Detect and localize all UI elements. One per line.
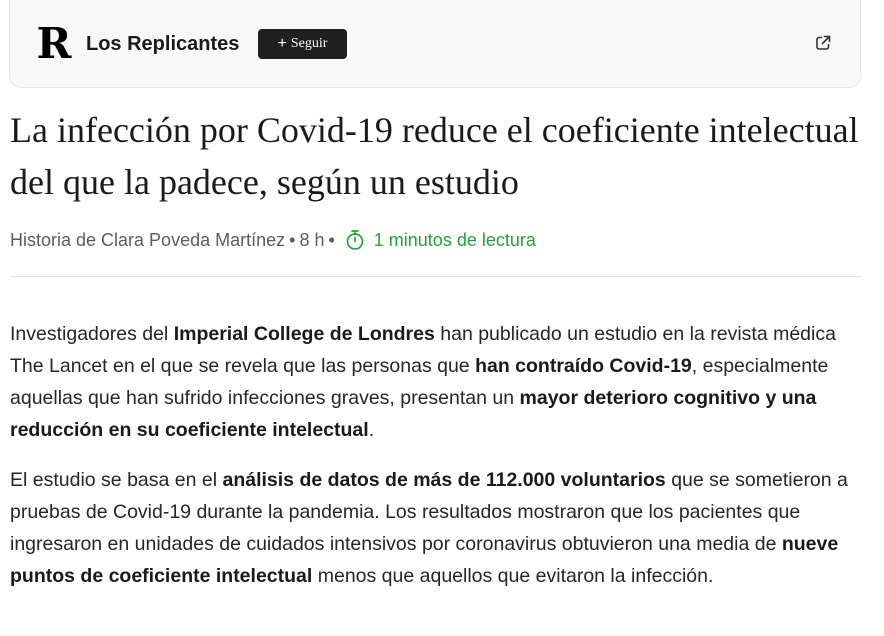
bold-text: mayor deterioro cognitivo y una reducción en su coeficiente intelectual: [10, 387, 817, 441]
divider: [10, 276, 862, 277]
timer-icon: [345, 229, 365, 251]
paragraph-text: menos que aquellos que evitaron la infección.: [312, 565, 714, 587]
bold-text: Imperial College de Londres: [173, 323, 435, 345]
read-time: [345, 229, 536, 251]
source-logo[interactable]: R: [36, 19, 72, 68]
paragraph-text: .: [368, 419, 375, 441]
article-body: [10, 318, 870, 610]
follow-button[interactable]: [258, 29, 347, 59]
bold-text: han contraído Covid-19: [475, 355, 692, 377]
paragraph-text: han publicado un estudio en la revista médica The Lancet en el que se revela que las personas que: [10, 323, 836, 377]
author: Historia de Clara Poveda Martínez: [10, 229, 286, 250]
source-card: [9, 0, 861, 88]
follow-button-label: Seguir: [290, 36, 328, 51]
article-headline: La infección por Covid-19 reduce el coeficiente intelectual del que la padece, según un estudio: [10, 110, 859, 202]
byline-separator: •: [289, 229, 296, 250]
byline: [10, 228, 536, 252]
paragraph-text: El estudio se basa en el: [10, 469, 223, 491]
paragraph-text: , especialmente aquellas que han sufrido infecciones graves, presentan un: [10, 355, 829, 409]
time-ago: 8 h: [299, 229, 325, 250]
source-name[interactable]: Los Replicantes: [86, 33, 240, 55]
plus-icon: +: [277, 35, 287, 52]
bold-text: nueve puntos de coeficiente intelectual: [10, 533, 839, 587]
paragraph-text: Investigadores del: [10, 323, 174, 345]
bold-text: análisis de datos de más de 112.000 voluntarios: [222, 469, 666, 491]
article-paragraph: [10, 464, 870, 592]
paragraph-text: que se sometieron a pruebas de Covid-19 durante la pandemia. Los resultados mostraron que los pacientes que ingresaron en unidades de cuidados intensivos por coronavirus obtuvieron una media de: [10, 469, 848, 555]
article-paragraph: [10, 318, 870, 446]
byline-separator: •: [328, 229, 335, 250]
external-link-icon[interactable]: [813, 33, 833, 53]
read-time-label: 1 minutos de lectura: [373, 229, 536, 250]
